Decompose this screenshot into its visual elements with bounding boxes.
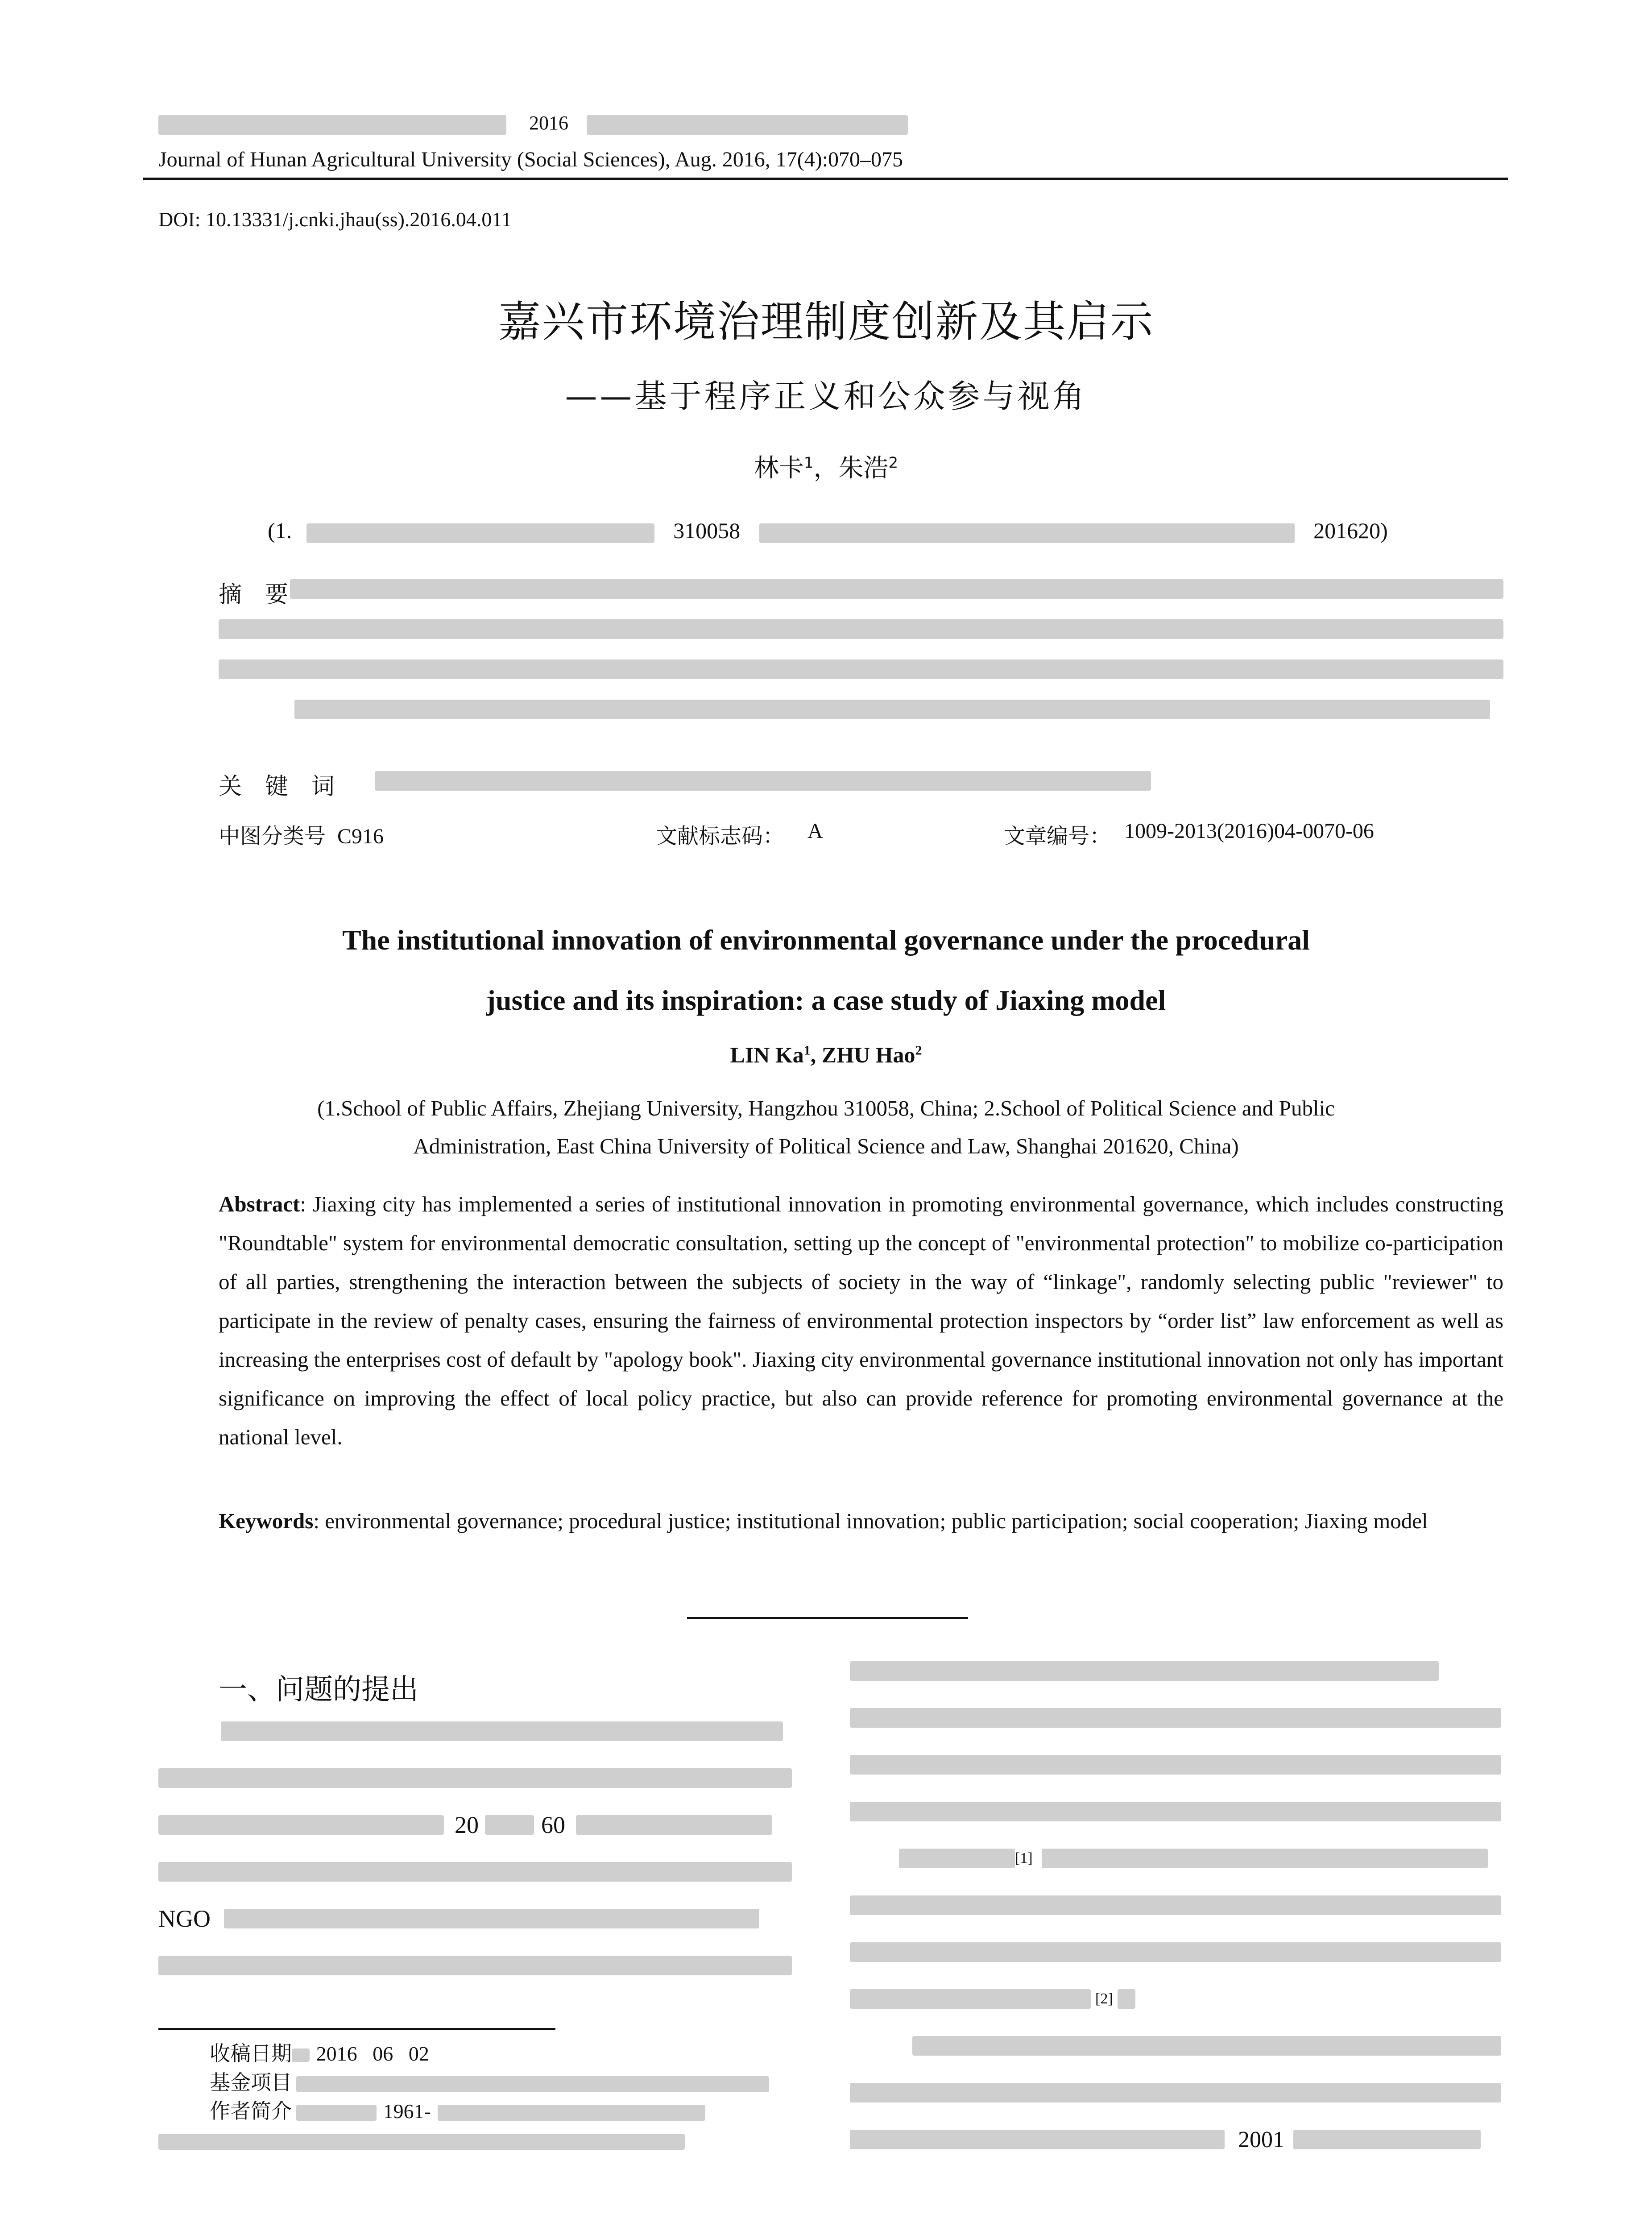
en-author-2: ZHU Hao bbox=[821, 1042, 915, 1067]
section-heading: 一、问题的提出 bbox=[219, 1673, 418, 1706]
text-line bbox=[158, 1858, 792, 1885]
text-line bbox=[850, 1704, 1501, 1731]
footnote-rule bbox=[158, 2028, 555, 2030]
garbled-text bbox=[850, 1708, 1501, 1728]
text-line bbox=[850, 1751, 1501, 1778]
page-title: 嘉兴市环境治理制度创新及其启示 bbox=[498, 297, 1154, 347]
cn-keywords-value bbox=[375, 771, 1151, 791]
text-line bbox=[850, 1892, 1501, 1919]
affil-postcode-2: 201620) bbox=[1313, 518, 1388, 543]
garbled-text bbox=[158, 1956, 792, 1975]
header-year: 2016 bbox=[529, 112, 568, 134]
garbled-text bbox=[850, 1942, 1501, 1962]
ref-1: [1] bbox=[1015, 1850, 1033, 1866]
doi: DOI: 10.13331/j.cnki.jhau(ss).2016.04.011 bbox=[158, 208, 512, 231]
garbled-text bbox=[850, 2130, 1225, 2149]
footnotes bbox=[210, 2039, 790, 2154]
garbled-text bbox=[224, 1909, 759, 1928]
page-subtitle: ——基于程序正义和公众参与视角 bbox=[565, 377, 1087, 415]
ref-2: [2] bbox=[1095, 1990, 1113, 2007]
cn-affiliation: (1. 310058 201620) bbox=[268, 518, 1388, 543]
article-no-label: 文章编号： bbox=[1004, 824, 1111, 849]
en-abstract-label: Abstract bbox=[219, 1192, 300, 1216]
garbled-text bbox=[158, 2134, 685, 2150]
cn-abstract-label: 摘 要 bbox=[219, 581, 289, 608]
doc-code-value: A bbox=[807, 819, 823, 843]
garbled-text bbox=[850, 1755, 1501, 1775]
garbled-text bbox=[587, 115, 908, 135]
en-affiliation-2: Administration, East China University of Political Science and Law, Shanghai 201620, China) bbox=[413, 1134, 1239, 1158]
text-line bbox=[850, 2079, 1501, 2106]
footnote-received bbox=[210, 2039, 790, 2068]
garbled-text bbox=[850, 1895, 1501, 1915]
garbled-text bbox=[850, 1802, 1501, 1821]
text-line bbox=[850, 1658, 1501, 1684]
en-keywords-text: : environmental governance; procedural justice; institutional innovation; public participation; social cooperation; Jiaxing model bbox=[313, 1509, 1428, 1533]
fund-label: 基金项目 bbox=[210, 2070, 292, 2094]
received-day: 02 bbox=[408, 2042, 429, 2065]
received-label: 收稿日期 bbox=[210, 2041, 292, 2065]
text-line bbox=[850, 2126, 1501, 2153]
author-2: 朱浩 bbox=[838, 454, 889, 483]
en-keywords-label: Keywords bbox=[219, 1509, 314, 1533]
author-1: 林卡 bbox=[754, 454, 804, 483]
affil-postcode-1: 310058 bbox=[673, 518, 741, 543]
text-line bbox=[158, 1905, 792, 1932]
right-column-body bbox=[850, 1658, 1501, 2175]
garbled-text bbox=[296, 2076, 769, 2092]
text-line bbox=[158, 1812, 792, 1838]
garbled-text bbox=[485, 1815, 534, 1835]
text-line bbox=[850, 1939, 1501, 1966]
cn-authors bbox=[0, 448, 1652, 484]
header-rule bbox=[143, 178, 1508, 180]
cn-meta-row bbox=[219, 819, 1512, 850]
section-divider bbox=[687, 1617, 968, 1619]
garbled-text bbox=[438, 2105, 705, 2121]
text-line bbox=[158, 1952, 792, 1979]
garbled-text bbox=[296, 2105, 377, 2121]
text-line bbox=[850, 1845, 1501, 1872]
text-line bbox=[850, 1986, 1501, 2012]
garbled-text bbox=[759, 523, 1295, 543]
garbled-text bbox=[850, 1989, 1091, 2009]
clc-value: C916 bbox=[337, 825, 384, 848]
garbled-text bbox=[899, 1849, 1015, 1868]
text-line bbox=[158, 1765, 792, 1791]
left-ngo: NGO bbox=[158, 1905, 211, 1932]
author-sep: ， bbox=[813, 454, 839, 483]
garbled-text bbox=[158, 115, 506, 135]
en-keywords bbox=[219, 1501, 1503, 1540]
en-author-sep: , bbox=[810, 1042, 822, 1067]
clc-label: 中图分类号 bbox=[219, 824, 326, 849]
author-1-sup: 1 bbox=[803, 454, 814, 472]
left-num-60: 60 bbox=[541, 1812, 565, 1838]
journal-header-en: Journal of Hunan Agricultural University (Social Sciences), Aug. 2016, 17(4):070–075 bbox=[158, 148, 903, 171]
en-author-1-sup: 1 bbox=[803, 1043, 811, 1058]
en-affiliation-1: (1.School of Public Affairs, Zhejiang University, Hangzhou 310058, China; 2.School of Political Science and Public bbox=[317, 1096, 1335, 1120]
en-author-1: LIN Ka bbox=[730, 1042, 804, 1067]
cn-abstract-lines bbox=[219, 616, 1503, 763]
garbled-text bbox=[158, 1815, 444, 1835]
doc-code-label: 文献标志码： bbox=[656, 824, 785, 849]
garbled-text bbox=[221, 1721, 783, 1741]
garbled-text bbox=[292, 2049, 310, 2062]
garbled-text bbox=[576, 1815, 772, 1835]
en-abstract bbox=[219, 1185, 1503, 1456]
text-line bbox=[850, 2032, 1501, 2059]
received-month: 06 bbox=[373, 2042, 393, 2065]
right-year: 2001 bbox=[1238, 2127, 1284, 2152]
text-line bbox=[158, 1718, 792, 1745]
journal-header-cn bbox=[158, 112, 908, 135]
garbled-text bbox=[290, 579, 1503, 599]
garbled-text bbox=[850, 1661, 1439, 1681]
received-year: 2016 bbox=[316, 2042, 357, 2065]
garbled-text bbox=[912, 2036, 1501, 2056]
left-num-20: 20 bbox=[455, 1812, 479, 1838]
en-authors bbox=[0, 1042, 1652, 1068]
author-bio-label: 作者简介 bbox=[210, 2099, 292, 2123]
garbled-text bbox=[850, 2083, 1501, 2102]
garbled-text bbox=[1118, 1989, 1135, 2009]
text-line bbox=[850, 1798, 1501, 1825]
garbled-text bbox=[158, 1862, 792, 1882]
garbled-text bbox=[1042, 1849, 1488, 1868]
garbled-text bbox=[1293, 2130, 1481, 2149]
footnote-fund bbox=[210, 2068, 790, 2097]
author-2-sup: 2 bbox=[888, 454, 898, 472]
garbled-text bbox=[219, 619, 1503, 639]
en-abstract-text: : Jiaxing city has implemented a series of institutional innovation in promoting environmental governance, which includes constructing "Roundtable" system for environmental democratic consultation, setting up the concept of "environmental protection" to mobilize co-participation of all parties, strengthening the interaction between the subjects of society in the way of “linkage", randomly selecting public "reviewer" to participate in the review of penalty cases, ensuring the fairness of environmental protection inspectors by “order list” law enforcement as well as increasing the enterprises cost of default by "apology book". Jiaxing city environmental governance institutional innovation not only has important significance on improving the effect of local policy practice, but also can provide reference for promoting environmental governance at the national level. bbox=[219, 1192, 1503, 1449]
author-bio-year: 1961- bbox=[383, 2100, 431, 2123]
garbled-text bbox=[306, 523, 654, 543]
en-title-line-1: The institutional innovation of environmental governance under the procedural bbox=[342, 924, 1310, 956]
article-no-value: 1009-2013(2016)04-0070-06 bbox=[1124, 819, 1374, 843]
garbled-text bbox=[294, 700, 1490, 719]
en-title-line-2: justice and its inspiration: a case study of Jiaxing model bbox=[486, 984, 1166, 1016]
en-author-2-sup: 2 bbox=[915, 1043, 922, 1058]
cn-keywords-label: 关 键 词 bbox=[219, 773, 335, 800]
garbled-text bbox=[158, 1768, 792, 1788]
garbled-text bbox=[219, 659, 1503, 679]
footnote-author bbox=[210, 2097, 790, 2126]
